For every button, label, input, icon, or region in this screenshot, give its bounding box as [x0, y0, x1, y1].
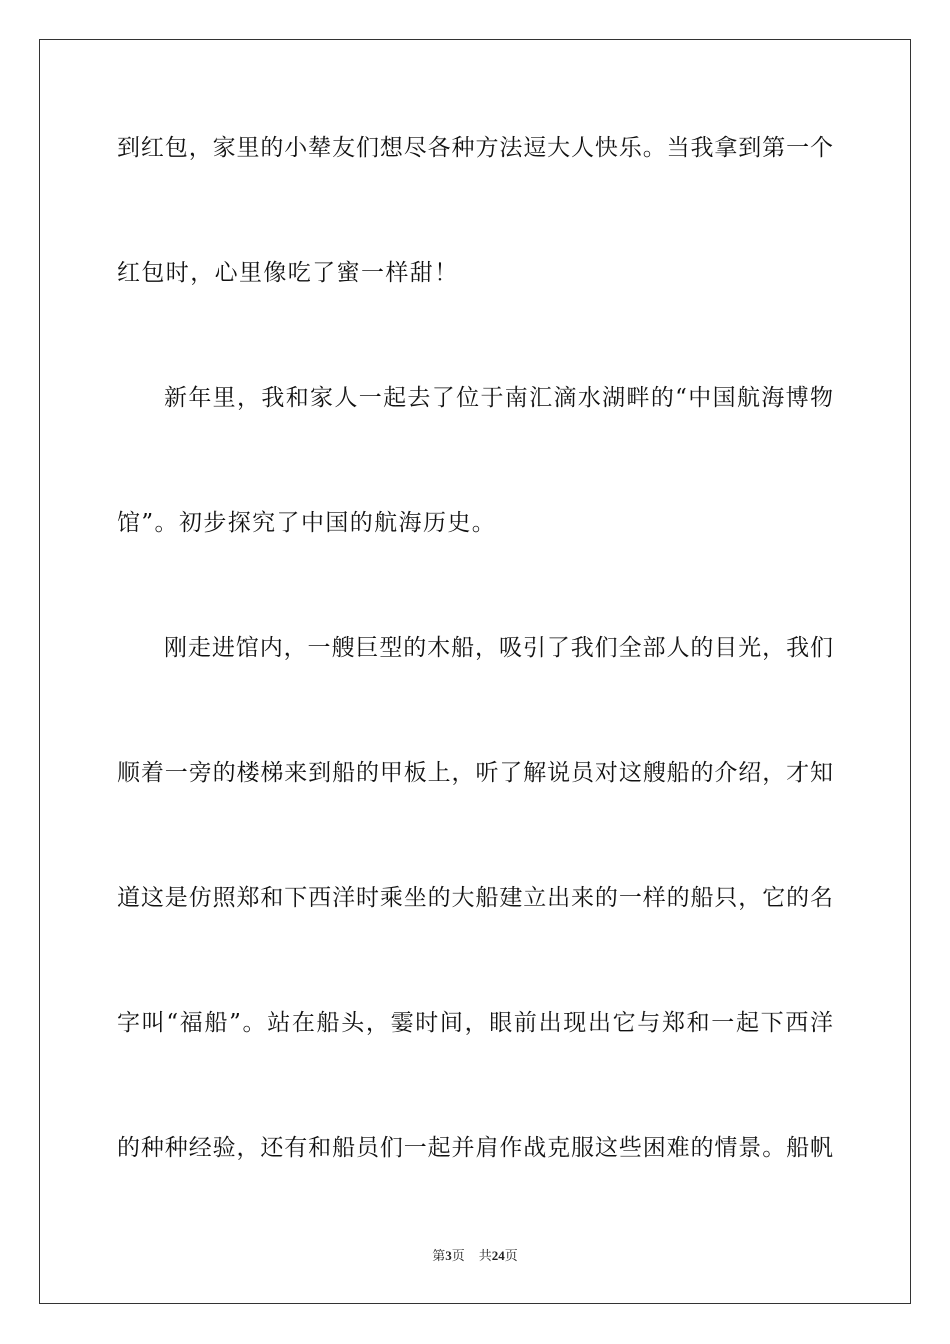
total-pages: 24 [491, 1248, 505, 1263]
total-suffix: 页 [504, 1248, 518, 1263]
page-border [39, 39, 911, 1304]
page-prefix: 第 [432, 1248, 446, 1263]
text-line: 的种种经验，还有和船员们一起并肩作战克服这些困难的情景。船帆 [117, 1135, 833, 1161]
text-line: 刚走进馆内，一艘巨型的木船，吸引了我们全部人的目光，我们 [164, 635, 833, 661]
text-line: 顺着一旁的楼梯来到船的甲板上，听了解说员对这艘船的介绍，才知 [117, 760, 833, 786]
text-line: 到红包，家里的小辇友们想尽各种方法逗大人快乐。当我拿到第一个 [117, 135, 833, 161]
page-number: 3 [445, 1248, 452, 1263]
text-line: 红包时，心里像吃了蜜一样甜！ [117, 260, 459, 286]
text-line: 新年里，我和家人一起去了位于南汇滴水湖畔的“中国航海博物 [164, 385, 833, 411]
page-suffix: 页 [451, 1248, 465, 1263]
text-line: 道这是仿照郑和下西洋时乘坐的大船建立出来的一样的船只，它的名 [117, 885, 833, 911]
text-line: 馆”。初步探究了中国的航海历史。 [117, 510, 497, 536]
total-prefix: 共 [478, 1248, 492, 1263]
page-footer [0, 1247, 950, 1265]
text-line: 字叫“福船”。站在船头，霎时间，眼前出现出它与郑和一起下西洋 [117, 1010, 833, 1036]
